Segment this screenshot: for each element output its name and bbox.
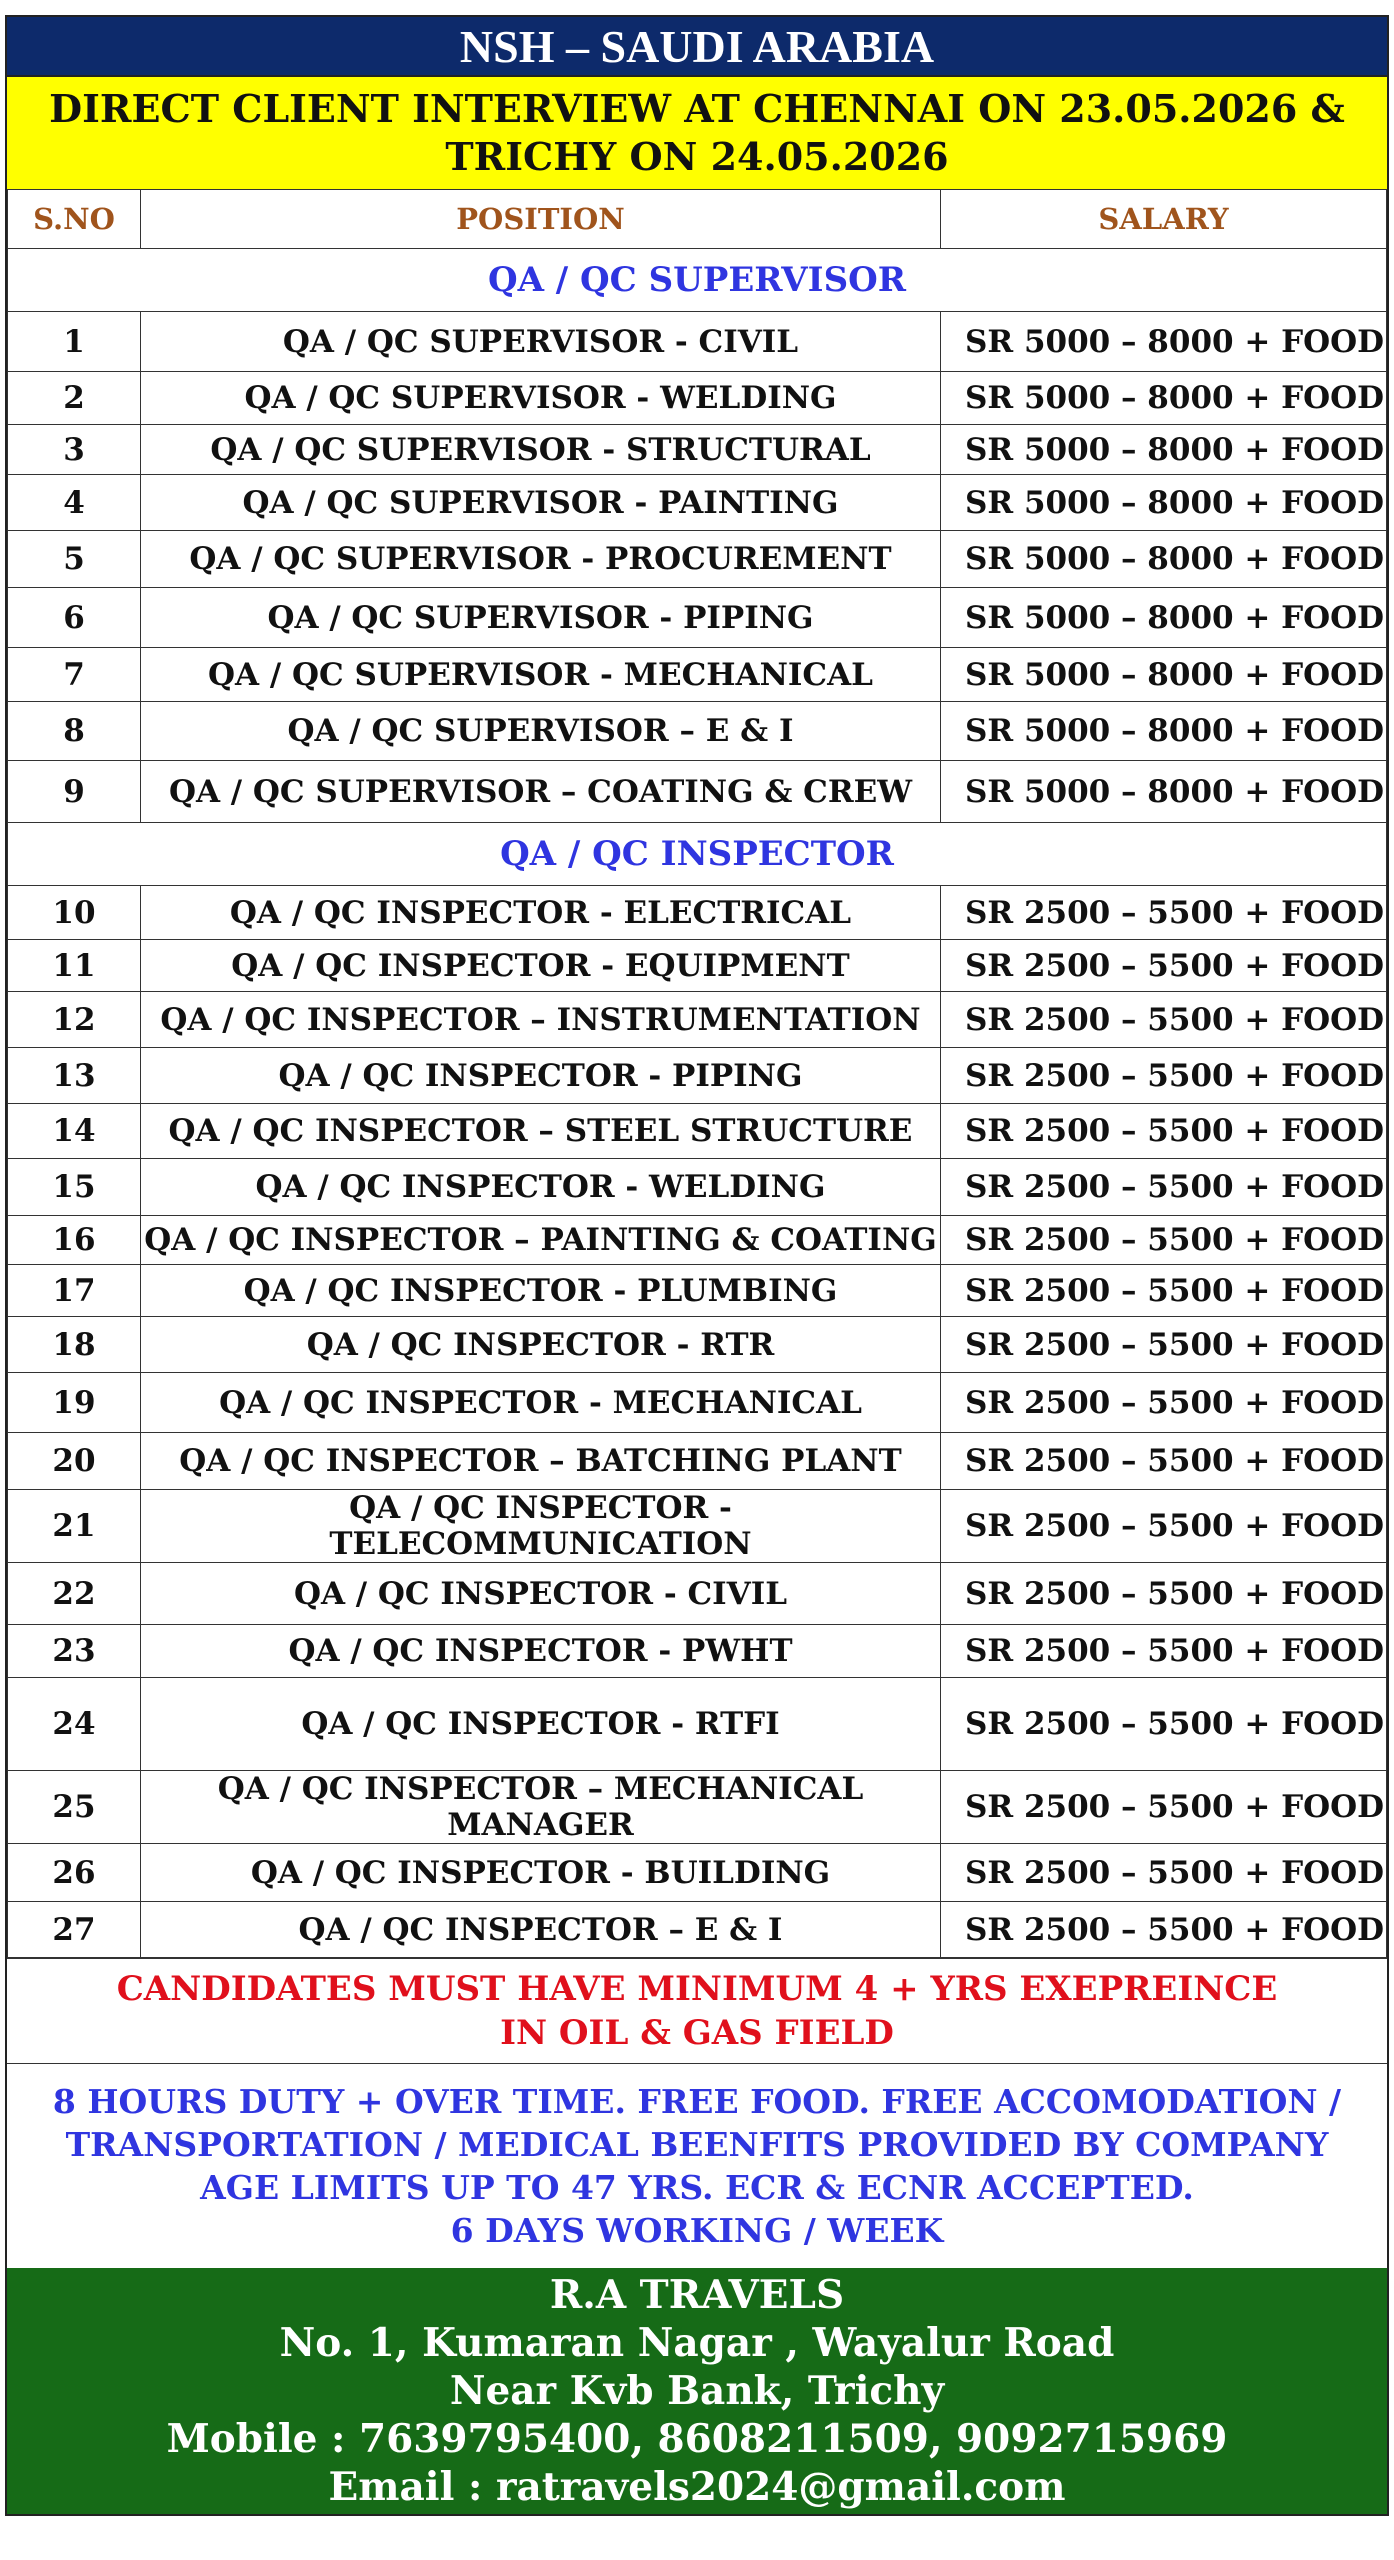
table-body (8, 249, 1387, 1958)
column-header-position: POSITION (141, 190, 941, 249)
salary-cell: SR 5000 – 8000 + FOOD (941, 425, 1387, 475)
table-row (8, 1104, 1387, 1159)
table-row (8, 1625, 1387, 1678)
table-row (8, 1433, 1387, 1490)
salary-cell: SR 2500 – 5500 + FOOD (941, 1844, 1387, 1902)
table-row (8, 1490, 1387, 1563)
table-row (8, 588, 1387, 648)
position-cell: QA / QC INSPECTOR – STEEL STRUCTURE (141, 1104, 941, 1159)
position-cell: QA / QC INSPECTOR - WELDING (141, 1159, 941, 1216)
salary-cell: SR 2500 – 5500 + FOOD (941, 1678, 1387, 1771)
serial-number-cell: 19 (8, 1373, 141, 1433)
table-row (8, 1678, 1387, 1771)
salary-cell: SR 5000 – 8000 + FOOD (941, 531, 1387, 588)
serial-number-cell: 24 (8, 1678, 141, 1771)
table-row (8, 372, 1387, 425)
table-row (8, 1159, 1387, 1216)
benefits-note (7, 2063, 1387, 2268)
serial-number-cell: 20 (8, 1433, 141, 1490)
salary-cell: SR 2500 – 5500 + FOOD (941, 1265, 1387, 1317)
table-row (8, 648, 1387, 702)
position-cell: QA / QC INSPECTOR - CIVIL (141, 1563, 941, 1625)
serial-number-cell: 22 (8, 1563, 141, 1625)
serial-number-cell: 27 (8, 1902, 141, 1958)
serial-number-cell: 17 (8, 1265, 141, 1317)
interview-line-1: DIRECT CLIENT INTERVIEW AT CHENNAI ON 23.05.2026 & (49, 86, 1345, 131)
position-cell: QA / QC SUPERVISOR - WELDING (141, 372, 941, 425)
table-row (8, 1216, 1387, 1265)
table-row (8, 312, 1387, 372)
serial-number-cell: 12 (8, 992, 141, 1048)
benefits-line-2: TRANSPORTATION / MEDICAL BEENFITS PROVIDED BY COMPANY (65, 2125, 1329, 2164)
table-row (8, 1373, 1387, 1433)
serial-number-cell: 11 (8, 940, 141, 992)
position-cell: QA / QC INSPECTOR - MECHANICAL (141, 1373, 941, 1433)
experience-line-1: CANDIDATES MUST HAVE MINIMUM 4 + YRS EXEPREINCE (116, 1969, 1278, 2009)
column-header-salary: SALARY (941, 190, 1387, 249)
position-cell: QA / QC INSPECTOR - TELECOMMUNICATION (141, 1490, 941, 1563)
serial-number-cell: 7 (8, 648, 141, 702)
salary-cell: SR 2500 – 5500 + FOOD (941, 1433, 1387, 1490)
mobile-numbers: Mobile : 7639795400, 8608211509, 9092715969 (166, 2416, 1228, 2462)
position-cell: QA / QC SUPERVISOR – E & I (141, 702, 941, 761)
salary-cell: SR 2500 – 5500 + FOOD (941, 1902, 1387, 1958)
salary-cell: SR 5000 – 8000 + FOOD (941, 475, 1387, 531)
position-cell: QA / QC INSPECTOR – BATCHING PLANT (141, 1433, 941, 1490)
experience-requirement (7, 1958, 1387, 2063)
address-line-1: No. 1, Kumaran Nagar , Wayalur Road (279, 2320, 1115, 2366)
salary-cell: SR 2500 – 5500 + FOOD (941, 1771, 1387, 1844)
table-row (8, 940, 1387, 992)
positions-table (7, 189, 1387, 1958)
position-cell: QA / QC SUPERVISOR - PROCUREMENT (141, 531, 941, 588)
salary-cell: SR 5000 – 8000 + FOOD (941, 372, 1387, 425)
serial-number-cell: 3 (8, 425, 141, 475)
position-cell: QA / QC INSPECTOR - PWHT (141, 1625, 941, 1678)
table-row (8, 886, 1387, 940)
serial-number-cell: 1 (8, 312, 141, 372)
salary-cell: SR 2500 – 5500 + FOOD (941, 940, 1387, 992)
section-header-row (8, 249, 1387, 312)
table-row (8, 531, 1387, 588)
salary-cell: SR 2500 – 5500 + FOOD (941, 1625, 1387, 1678)
position-cell: QA / QC SUPERVISOR - CIVIL (141, 312, 941, 372)
position-cell: QA / QC INSPECTOR - PLUMBING (141, 1265, 941, 1317)
table-row (8, 1902, 1387, 1958)
salary-cell: SR 5000 – 8000 + FOOD (941, 761, 1387, 823)
contact-footer (7, 2268, 1387, 2514)
serial-number-cell: 23 (8, 1625, 141, 1678)
serial-number-cell: 26 (8, 1844, 141, 1902)
position-cell: QA / QC INSPECTOR - ELECTRICAL (141, 886, 941, 940)
serial-number-cell: 13 (8, 1048, 141, 1104)
benefits-line-4: 6 DAYS WORKING / WEEK (450, 2211, 944, 2250)
salary-cell: SR 5000 – 8000 + FOOD (941, 648, 1387, 702)
serial-number-cell: 15 (8, 1159, 141, 1216)
salary-cell: SR 2500 – 5500 + FOOD (941, 886, 1387, 940)
salary-cell: SR 2500 – 5500 + FOOD (941, 992, 1387, 1048)
salary-cell: SR 2500 – 5500 + FOOD (941, 1216, 1387, 1265)
salary-cell: SR 2500 – 5500 + FOOD (941, 1104, 1387, 1159)
address-line-2: Near Kvb Bank, Trichy (449, 2368, 945, 2414)
experience-line-2: IN OIL & GAS FIELD (500, 2013, 894, 2053)
table-row (8, 1048, 1387, 1104)
serial-number-cell: 9 (8, 761, 141, 823)
position-cell: QA / QC INSPECTOR – PAINTING & COATING (141, 1216, 941, 1265)
table-row (8, 1844, 1387, 1902)
section-header-row (8, 823, 1387, 886)
table-row (8, 702, 1387, 761)
position-cell: QA / QC INSPECTOR - RTR (141, 1317, 941, 1373)
position-cell: QA / QC SUPERVISOR – COATING & CREW (141, 761, 941, 823)
table-row (8, 761, 1387, 823)
section-title: QA / QC INSPECTOR (8, 823, 1387, 886)
serial-number-cell: 21 (8, 1490, 141, 1563)
salary-cell: SR 2500 – 5500 + FOOD (941, 1490, 1387, 1563)
position-cell: QA / QC SUPERVISOR - STRUCTURAL (141, 425, 941, 475)
position-cell: QA / QC INSPECTOR - BUILDING (141, 1844, 941, 1902)
column-header-sno: S.NO (8, 190, 141, 249)
serial-number-cell: 14 (8, 1104, 141, 1159)
table-row (8, 1317, 1387, 1373)
table-row (8, 1265, 1387, 1317)
poster-title: NSH – SAUDI ARABIA (7, 17, 1387, 75)
salary-cell: SR 5000 – 8000 + FOOD (941, 588, 1387, 648)
position-cell: QA / QC INSPECTOR – INSTRUMENTATION (141, 992, 941, 1048)
position-cell: QA / QC INSPECTOR - EQUIPMENT (141, 940, 941, 992)
serial-number-cell: 8 (8, 702, 141, 761)
serial-number-cell: 18 (8, 1317, 141, 1373)
salary-cell: SR 2500 – 5500 + FOOD (941, 1317, 1387, 1373)
salary-cell: SR 2500 – 5500 + FOOD (941, 1159, 1387, 1216)
serial-number-cell: 25 (8, 1771, 141, 1844)
table-row (8, 425, 1387, 475)
position-cell: QA / QC SUPERVISOR - PIPING (141, 588, 941, 648)
salary-cell: SR 2500 – 5500 + FOOD (941, 1373, 1387, 1433)
position-cell: QA / QC INSPECTOR - RTFI (141, 1678, 941, 1771)
position-cell: QA / QC INSPECTOR - PIPING (141, 1048, 941, 1104)
serial-number-cell: 10 (8, 886, 141, 940)
email-address: Email : ratravels2024@gmail.com (328, 2464, 1066, 2510)
interview-line-2: TRICHY ON 24.05.2026 (445, 134, 949, 179)
position-cell: QA / QC INSPECTOR – E & I (141, 1902, 941, 1958)
serial-number-cell: 4 (8, 475, 141, 531)
position-cell: QA / QC INSPECTOR – MECHANICAL MANAGER (141, 1771, 941, 1844)
interview-banner (7, 75, 1387, 189)
section-title: QA / QC SUPERVISOR (8, 249, 1387, 312)
serial-number-cell: 5 (8, 531, 141, 588)
benefits-line-1: 8 HOURS DUTY + OVER TIME. FREE FOOD. FREE ACCOMODATION / (52, 2082, 1342, 2121)
serial-number-cell: 2 (8, 372, 141, 425)
salary-cell: SR 5000 – 8000 + FOOD (941, 312, 1387, 372)
table-header-row (8, 190, 1387, 249)
position-cell: QA / QC SUPERVISOR - MECHANICAL (141, 648, 941, 702)
table-row (8, 992, 1387, 1048)
table-row (8, 1771, 1387, 1844)
salary-cell: SR 2500 – 5500 + FOOD (941, 1048, 1387, 1104)
benefits-line-3: AGE LIMITS UP TO 47 YRS. ECR & ECNR ACCEPTED. (200, 2168, 1194, 2207)
table-row (8, 1563, 1387, 1625)
salary-cell: SR 5000 – 8000 + FOOD (941, 702, 1387, 761)
serial-number-cell: 16 (8, 1216, 141, 1265)
job-poster (5, 15, 1389, 2516)
company-name: R.A TRAVELS (549, 2272, 845, 2318)
position-cell: QA / QC SUPERVISOR - PAINTING (141, 475, 941, 531)
table-row (8, 475, 1387, 531)
salary-cell: SR 2500 – 5500 + FOOD (941, 1563, 1387, 1625)
serial-number-cell: 6 (8, 588, 141, 648)
